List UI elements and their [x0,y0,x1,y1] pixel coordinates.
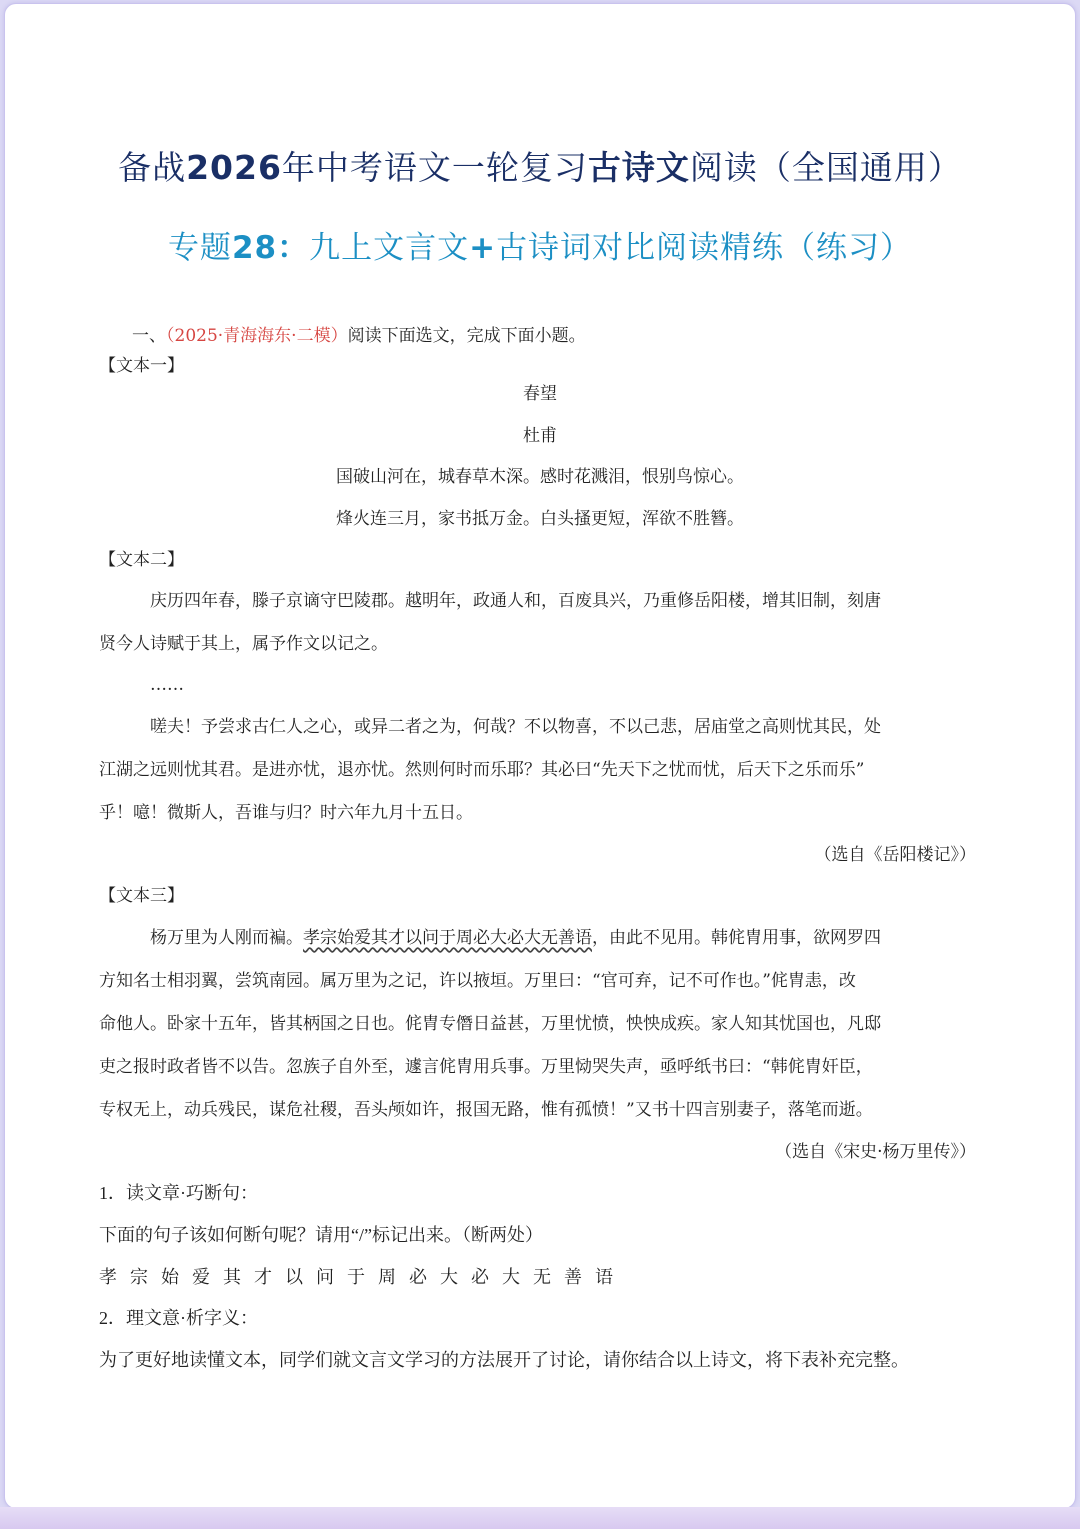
subtitle-text: 九上文言文 [309,230,470,266]
title-text: 阅读（全国通用） [689,148,962,187]
subtitle-text: 专题 [167,230,232,266]
q1-instruction: 下面的句子该如何断句呢？请用“/”标记出来。（断两处） [99,1225,543,1245]
subtitle-plus: + [469,230,497,266]
text2-line: 嗟夫！予尝求古仁人之心，或异二者之为，何哉？不以物喜，不以己悲，居庙堂之高则忧其民，处 [150,717,881,737]
q2-instruction: 为了更好地读懂文本，同学们就文言文学习的方法展开了讨论，请你结合以上诗文，将下表补充完整。 [99,1350,909,1370]
text2-ellipsis: …… [150,675,184,695]
text2-line: 庆历四年春，滕子京谪守巴陵郡。越明年，政通人和，百废具兴，乃重修岳阳楼，增其旧制，刻唐 [150,591,881,611]
q1-title: 1．读文章·巧断句： [99,1183,258,1203]
question-intro [132,324,586,348]
text1-label: 【文本一】 [99,356,184,376]
title-text: 备战 [118,148,187,187]
q1-sentence: 孝宗始爱其才以问于周必大必大无善语 [99,1267,626,1287]
subtitle-text: 古诗词对比阅读精练（练习） [496,230,913,266]
subtitle-number: 28： [231,230,310,266]
question-number: 一、 [132,326,166,346]
text3-line: 专权无上，动兵残民，谋危社稷，吾头颅如许，报国无路，惟有孤愤！”又书十四言别妻子，落笔而逝。 [99,1100,873,1120]
title-year: 2026 [186,148,282,187]
text3-line: 命他人。卧家十五年，皆其柄国之日也。侂胄专僭日益甚，万里忧愤，怏怏成疾。家人知其忧国也，凡邸 [99,1014,881,1034]
text3-line: 吏之报时政者皆不以告。忽族子自外至，遽言侂胄用兵事。万里恸哭失声，亟呼纸书曰：“韩侂胄奸臣， [99,1057,873,1077]
text3-text: ，由此不见用。韩侂胄用事，欲网罗四 [592,928,881,948]
question-instruction: 阅读下面选文，完成下面小题。 [347,326,586,346]
poem-line: 烽火连三月，家书抵万金。白头搔更短，浑欲不胜簪。 [336,509,744,529]
title-text: 年中考语文一轮复习 [281,148,588,187]
page-title [0,142,1080,189]
bottom-band [0,1507,1080,1529]
text2-line: 江湖之远则忧其君。是进亦忧，退亦忧。然则何时而乐耶？其必曰“先天下之忧而忧，后天下之乐而乐” [99,760,865,780]
text3-citation: （选自《宋史·杨万里传》） [775,1142,976,1162]
text3-line [150,926,881,950]
question-source: （2025·青海海东·二模） [166,326,348,346]
wavy-underlined-sentence: 孝宗始爱其才以问于周必大必大无善语 [303,928,592,948]
poem-title: 春望 [523,384,557,404]
text3-line: 方知名士相羽翼，尝筑南园。属万里为之记，许以掖垣。万里曰：“官可弃，记不可作也。”侂胄恚，改 [99,971,856,991]
text2-line: 贤今人诗赋于其上，属予作文以记之。 [99,634,388,654]
text3-text: 杨万里为人刚而褊。 [150,928,303,948]
text2-label: 【文本二】 [99,550,184,570]
page-subtitle [0,222,1080,267]
poem-author: 杜甫 [523,426,557,446]
text2-citation: （选自《岳阳楼记》） [814,845,976,865]
text2-line: 乎！噫！微斯人，吾谁与归？时六年九月十五日。 [99,803,473,823]
q2-title: 2．理文意·析字义： [99,1308,258,1328]
text3-label: 【文本三】 [99,886,184,906]
title-bold-text: 古诗文 [587,148,690,187]
poem-line: 国破山河在，城春草木深。感时花溅泪，恨别鸟惊心。 [336,467,744,487]
